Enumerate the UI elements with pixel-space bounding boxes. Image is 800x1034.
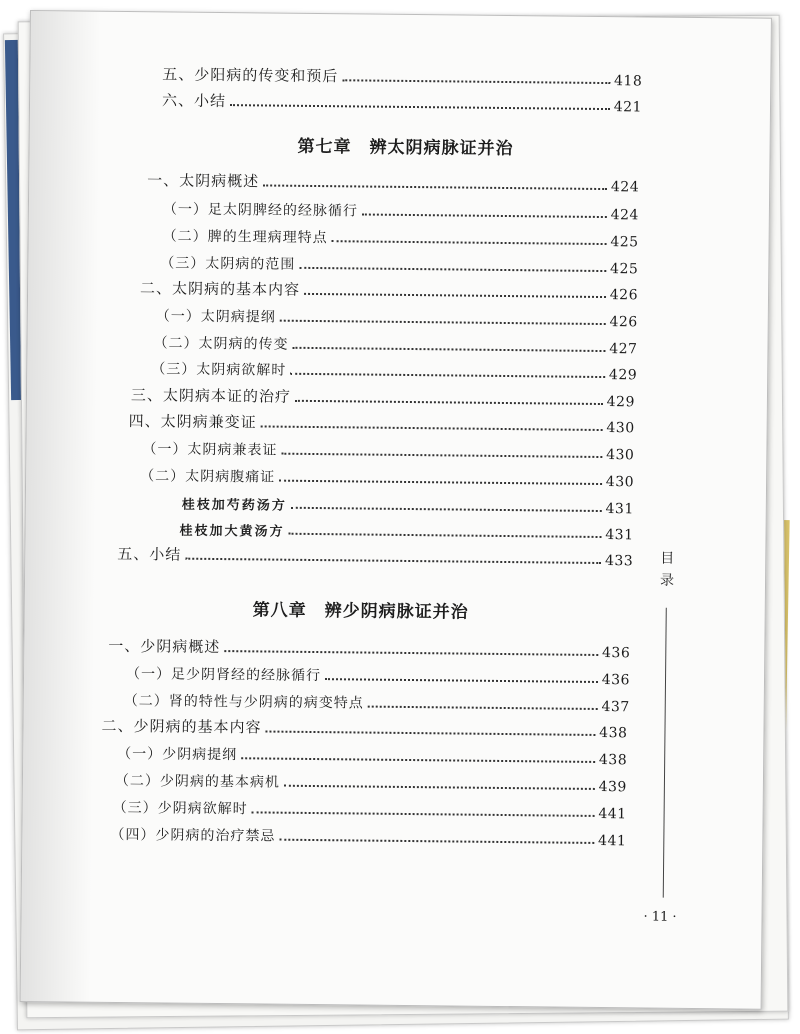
toc-entry-label: （一）太阴病兼表证 [142,441,278,459]
toc-entry-page: 425 [610,234,639,251]
dot-leader [281,453,602,458]
toc-entry[interactable] [115,768,627,795]
toc-entry[interactable] [110,822,626,849]
dot-leader [185,558,601,564]
toc-entry-page: 430 [606,420,635,437]
chapter-heading: 第八章 辨少阴病脉证并治 [252,600,469,623]
toc-entry-page: 431 [605,501,634,518]
toc-entry[interactable] [124,688,630,715]
toc-entry-page: 431 [605,527,634,544]
toc-entry-page: 424 [610,179,640,196]
toc-entry-label: 一、太阴病概述 [147,171,260,191]
toc-entry-page: 426 [609,287,639,304]
dot-leader [368,706,598,710]
toc-entry[interactable] [108,634,630,661]
toc-entry[interactable] [163,223,639,250]
dot-leader [292,347,605,352]
toc-entry-page: 433 [604,553,634,570]
toc-entry[interactable] [131,383,635,410]
toc-entry[interactable] [142,436,634,463]
toc-entry-page: 418 [613,73,643,90]
toc-entry-label: （二）脾的生理病理特点 [162,228,328,247]
toc-entry-label: （三）少阴病欲解时 [112,799,248,818]
toc-entry-page: 429 [606,394,636,411]
toc-entry-label: （一）太阴病提纲 [155,308,276,326]
dot-leader [325,678,598,683]
toc-entry-label: （三）太阴病的范围 [160,255,296,273]
toc-entry-page: 436 [601,672,631,689]
toc-entry-page: 421 [613,99,643,116]
dot-leader [280,320,606,325]
gutter-shadow [21,11,101,1002]
toc-entry[interactable] [179,517,633,544]
toc-entry-label: 一、少阴病概述 [108,636,221,657]
toc-entry-page: 439 [598,778,627,796]
dot-leader [362,213,607,218]
toc-entry-page: 436 [601,645,631,662]
toc-entry-page: 441 [598,832,627,850]
dot-leader [279,839,594,844]
dot-leader [299,267,606,272]
dot-leader [291,507,602,512]
toc-entry-label: （二）太阴病的传变 [153,335,289,353]
toc-entry-label: （一）少阴病提纲 [117,745,238,764]
toc-entry[interactable] [140,276,638,303]
toc-entry[interactable] [163,196,639,223]
page-number: · 11 · [643,909,677,925]
dot-leader [252,811,595,817]
toc-entry[interactable] [117,542,633,569]
toc-entry-page: 424 [610,207,639,224]
toc-entry-label: （三）太阴病欲解时 [151,361,287,379]
toc-entry[interactable] [140,463,634,490]
dot-leader [279,480,602,485]
toc-entry-label: （二）肾的特性与少阴病的病变特点 [123,693,364,712]
toc-page [20,10,772,1010]
toc-entry[interactable] [101,714,627,742]
dot-leader [284,785,595,790]
toc-entry-page: 430 [606,447,635,464]
toc-entry-label: （二）少阴病的基本病机 [114,772,281,791]
toc-entry-label: 二、太阴病的基本内容 [139,279,301,299]
toc-entry-label: （一）足少阴肾经的经脉循行 [125,666,322,685]
toc-entry[interactable] [182,491,634,518]
toc-entry[interactable] [113,795,627,822]
toc-entry[interactable] [151,356,637,383]
dot-leader [263,184,607,190]
toc-entry[interactable] [117,741,627,768]
toc-entry-label: 桂枝加大黄汤方 [179,523,285,540]
toc-entry-page: 426 [609,314,638,331]
toc-entry-label: （二）太阴病腹痛证 [140,468,276,486]
toc-entry[interactable] [147,168,639,195]
dot-leader [261,425,603,431]
toc-entry[interactable] [160,250,638,277]
dot-leader [295,400,603,405]
toc-entry-label: （四）少阴病的治疗禁忌 [110,826,276,845]
toc-entry-label: （一）足太阴脾经的经脉循行 [162,201,358,220]
toc-entry[interactable] [162,88,642,115]
toc-entry-label: 六、小结 [161,91,227,111]
toc-entry-page: 438 [599,725,628,742]
toc-entry-label: 二、少阴病的基本内容 [101,716,262,737]
dot-leader [224,650,598,656]
toc-entry-page: 438 [598,751,628,769]
dot-leader [342,79,610,84]
section-tab [657,548,677,592]
dot-leader [230,104,610,110]
dot-leader [241,757,595,763]
toc-entry-label: 桂枝加芍药汤方 [181,497,287,514]
toc-entry-page: 430 [605,474,635,491]
toc-entry-page: 427 [609,341,638,358]
toc-entry-label: 三、太阴病本证的治疗 [130,386,292,406]
toc-entry[interactable] [129,409,635,436]
dot-leader [265,731,595,736]
toc-entry-page: 429 [608,367,638,384]
toc-entry[interactable] [126,661,630,688]
dot-leader [332,240,607,245]
toc-entry-label: 五、小结 [117,544,182,564]
dot-leader [304,293,606,298]
toc-entry[interactable] [153,330,637,357]
toc-entry[interactable] [156,303,638,330]
toc-entry-page: 425 [610,261,639,278]
dot-leader [290,373,605,378]
toc-entry-page: 437 [601,699,630,716]
dot-leader [289,533,602,538]
section-tab-text: 目 录 [659,550,675,589]
chapter-heading: 第七章 辨太阴病脉证并治 [297,136,514,160]
toc-entry-page: 441 [598,805,627,823]
toc-entry[interactable] [162,62,642,89]
toc-entry-label: 五、少阳病的传变和预后 [162,65,339,86]
toc-entry-label: 四、太阴病兼变证 [128,412,257,432]
